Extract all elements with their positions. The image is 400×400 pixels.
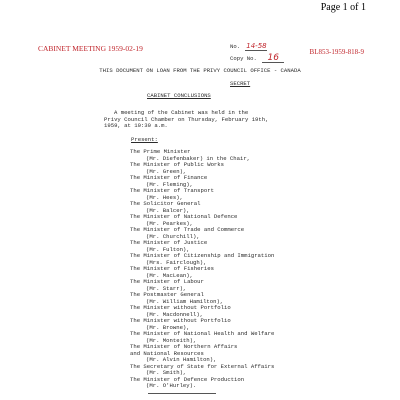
intro-line: 1959, at 10:30 a.m. <box>104 122 168 129</box>
intro-line: Privy Council Chamber on Thursday, February 19th, <box>104 115 269 123</box>
attendee-line: The Postmaster General <box>130 291 204 298</box>
attendee-line: The Minister of Transport <box>130 187 214 194</box>
attendee-line: The Minister of Finance <box>130 174 208 181</box>
attendee-line: The Minister without Portfolio <box>130 304 231 311</box>
attendee-line: The Solicitor General <box>130 200 201 207</box>
attendee-line: The Minister without Portfolio <box>130 317 231 324</box>
attendee-line: The Minister of Defence Production <box>130 375 245 383</box>
reference-number: BL853-1959-818-9 <box>309 48 364 56</box>
attendee-line: (Mr. Browne), <box>146 323 190 331</box>
attendee-line: (Mr. Fulton), <box>146 245 190 253</box>
attendee-line: (Mr. Smith), <box>146 369 187 376</box>
attendee-line: (Mr. Hees), <box>146 193 183 201</box>
attendee-line: The Secretary of State for External Affairs <box>130 362 275 370</box>
attendee-line: (Mr. MacLean), <box>146 271 193 279</box>
attendee-line: The Minister of Citizenship and Immigration <box>130 252 275 259</box>
attendee-line: The Prime Minister <box>130 148 191 155</box>
copy-number-value: 16 <box>262 55 284 63</box>
attendee-line: (Mr. Pearkes), <box>146 219 193 227</box>
attendee-line: The Minister of Fisheries <box>130 265 214 272</box>
attendee-line: (Mr. Fleming), <box>146 180 193 188</box>
section-title: CABINET CONCLUSIONS <box>147 92 211 99</box>
attendee-line: (Mr. William Hamilton), <box>146 297 224 305</box>
classification-label: SECRET <box>230 80 251 87</box>
copy-block <box>230 43 310 67</box>
attendee-line: (Mr. Churchill), <box>146 232 200 240</box>
attendee-line: The Minister of Justice <box>130 239 208 246</box>
attendee-line: The Minister of Labour <box>130 278 204 285</box>
present-label: Present: <box>131 136 158 143</box>
intro-line: A meeting of the Cabinet was held in the <box>114 109 249 116</box>
attendee-line: (Mr. O'Hurley). <box>146 382 197 389</box>
copy-number-label: Copy No. <box>230 55 257 62</box>
attendee-line: (Mr. Monteith), <box>146 336 197 344</box>
attendee-line: (Mrs. Fairclough), <box>146 258 207 266</box>
attendee-line: (Mr. Macdonnell), <box>146 310 204 318</box>
attendee-line: The Minister of Trade and Commerce <box>130 226 245 233</box>
attendee-line: The Minister of Public Works <box>130 161 224 168</box>
loan-notice: THIS DOCUMENT ON LOAN FROM THE PRIVY COUNCIL OFFICE - CANADA <box>99 67 301 74</box>
closing-rule <box>148 393 216 394</box>
intro-paragraph <box>104 110 294 130</box>
attendee-line: (Mr. Starr), <box>146 284 187 292</box>
attendee-list <box>130 149 330 390</box>
attendee-line: (Mr. Diefenbaker) in the Chair, <box>146 154 251 162</box>
document-number-label: No. <box>230 43 241 50</box>
attendee-line: and National Resources <box>130 349 204 357</box>
attendee-line: The Minister of National Defence <box>130 213 238 220</box>
document-number-value: 14-58 <box>246 42 267 50</box>
attendee-line: The Minister of Northern Affairs <box>130 343 238 350</box>
meeting-title: CABINET MEETING 1959-02-19 <box>38 44 143 53</box>
attendee-line: (Mr. Balcer), <box>146 206 190 214</box>
attendee-line: The Minister of National Health and Welfare <box>130 330 275 337</box>
page-indicator: Page 1 of 1 <box>320 2 366 13</box>
attendee-line: (Mr. Alvin Hamilton), <box>146 356 217 363</box>
copy-number-row <box>230 55 310 67</box>
attendee-line: (Mr. Green), <box>146 167 187 175</box>
